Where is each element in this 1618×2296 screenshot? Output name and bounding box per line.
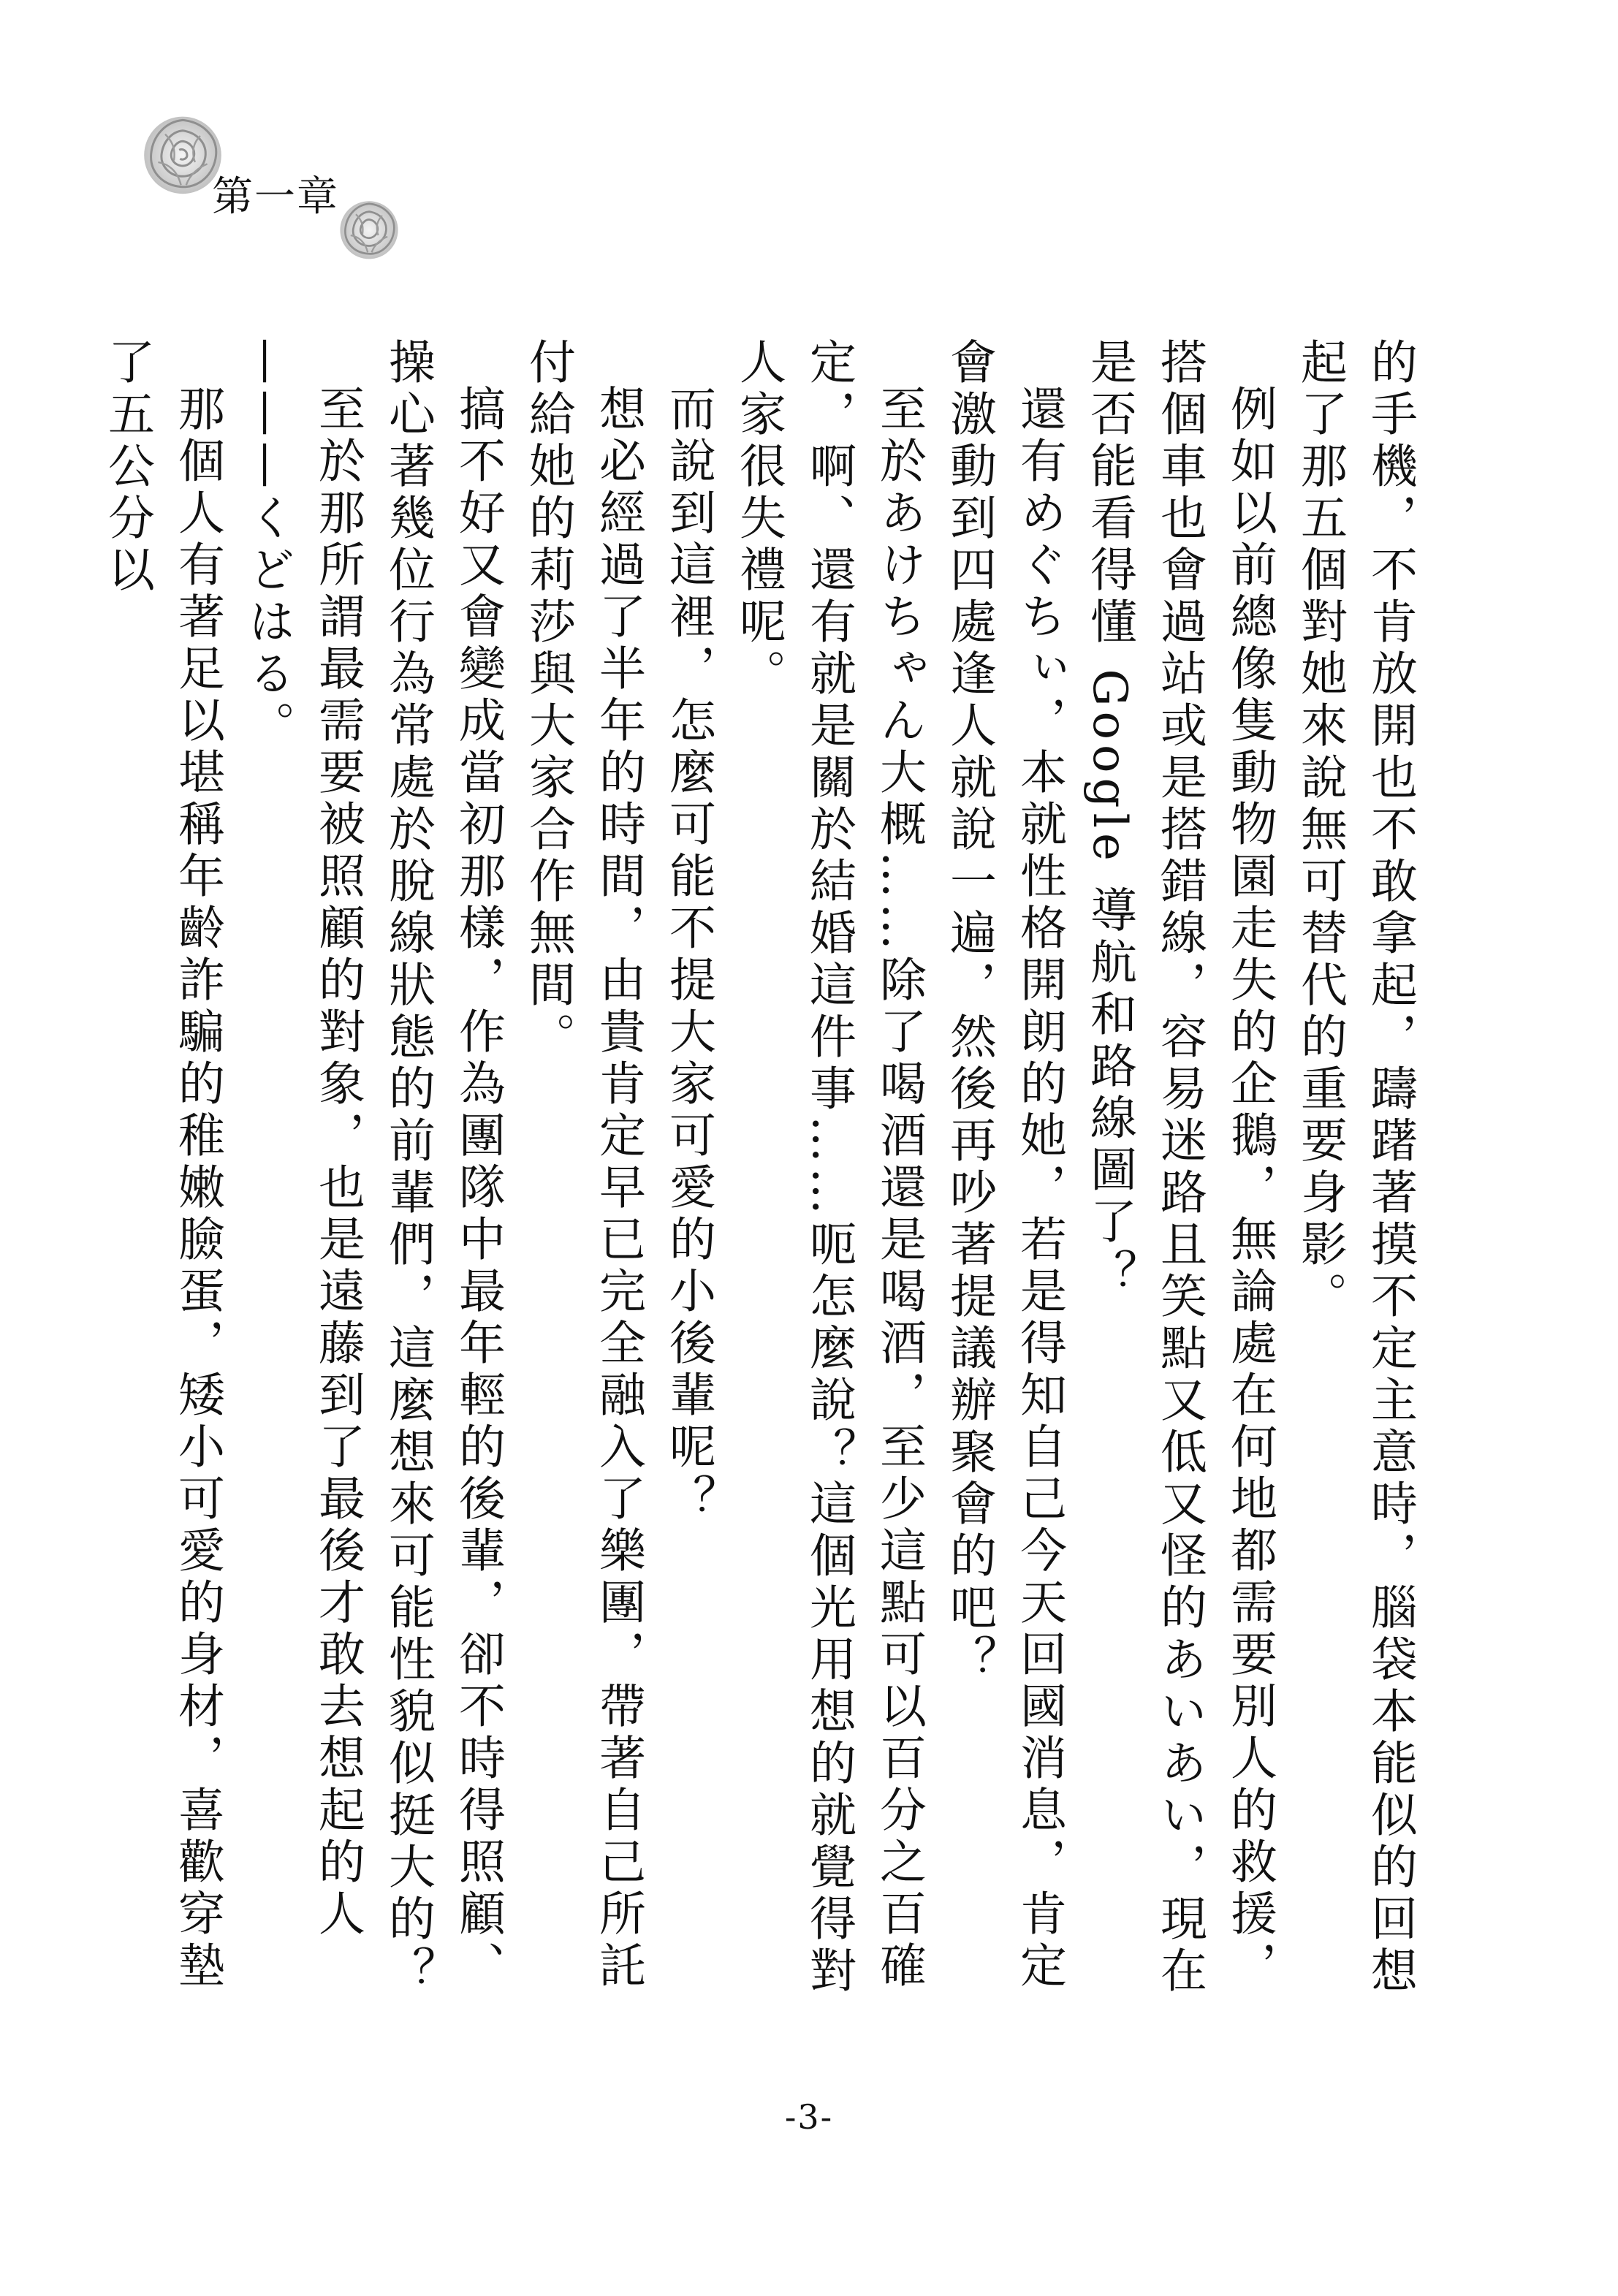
paragraph: 的手機，不肯放開也不敢拿起，躊躇著摸不定主意時，腦袋本能似的回想起了那五個對她來說無可替代的重要身影。 — [1293, 338, 1417, 1998]
vertical-body-text — [100, 338, 1425, 2004]
chapter-header — [139, 110, 431, 278]
paragraph: 那個人有著足以堪稱年齡詐騙的稚嫩臉蛋，矮小可愛的身材，喜歡穿墊了五公分以 — [100, 338, 224, 1993]
chapter-title: 第一章 — [212, 173, 339, 221]
paragraph: 至於あけちゃん大概……除了喝酒還是喝酒，至少這點可以百分之百確定，啊、還有就是關於結婚這件事……呃怎麼說？這個光用想的就覺得對人家很失禮呢。 — [732, 338, 926, 1998]
paragraph: 想必經過了半年的時間，由貴肯定早已完全融入了樂團，帶著自己所託付給她的莉莎與大家合作無間。 — [521, 338, 645, 1993]
paragraph: 而說到這裡，怎麼可能不提大家可愛的小後輩呢？ — [661, 384, 715, 1526]
paragraph: 例如以前總像隻動物園走失的企鵝，無論處在何地都需要別人的救援，搭個車也會過站或是搭錯線，容易迷路且笑點又低又怪的あいあい，現在是否能看得懂 Google 導航和路線圖了？ — [1082, 338, 1277, 1998]
rose-icon — [336, 196, 402, 262]
paragraph: 還有めぐちぃ，本就性格開朗的她，若是得知自己今天回國消息，肯定會激動到四處逢人就說一遍，然後再吵著提議辦聚會的吧？ — [942, 338, 1066, 1993]
paragraph: 搞不好又會變成當初那樣，作為團隊中最年輕的後輩，卻不時得照顧、操心著幾位行為常處於脫線狀態的前輩們，這麼想來可能性貌似挺大的？ — [381, 338, 505, 1998]
page-number: -3- — [784, 2097, 834, 2137]
paragraph: 至於那所謂最需要被照顧的對象，也是遠藤到了最後才敢去想起的人———くどはる。 — [240, 338, 365, 1941]
